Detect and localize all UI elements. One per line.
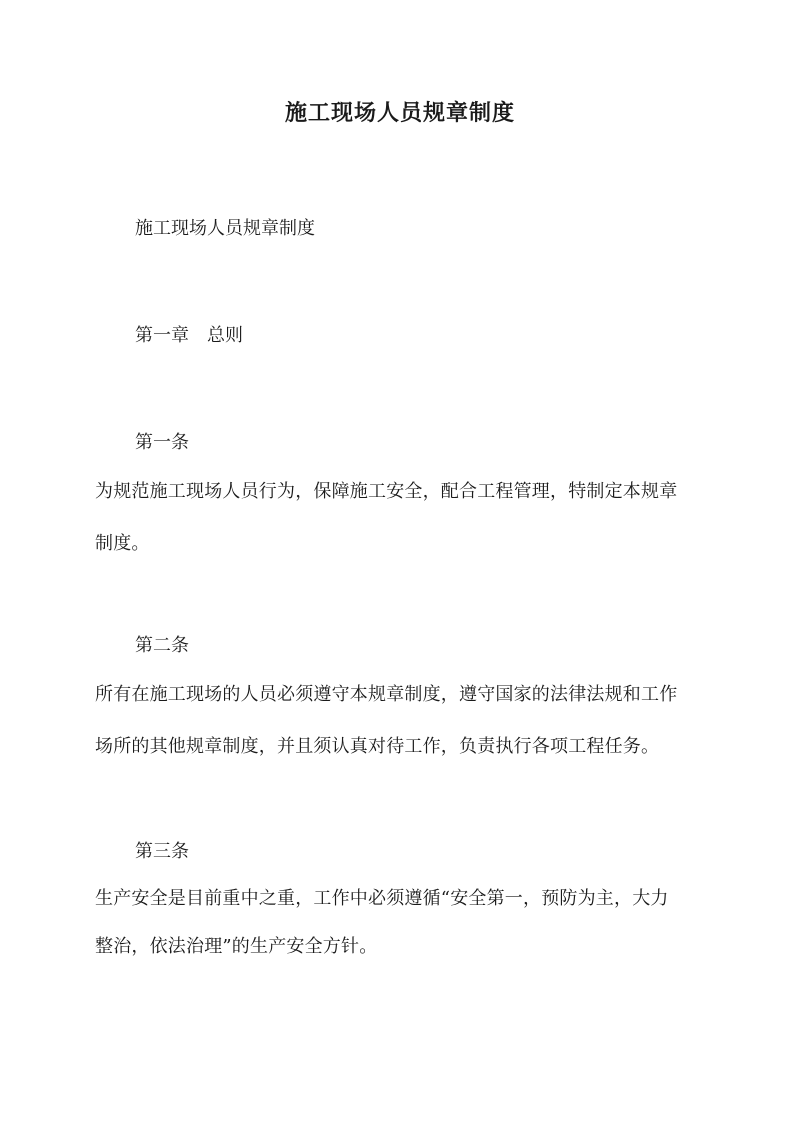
article-3-line-2: 整治，依法治理”的生产安全方针。 <box>95 936 378 957</box>
article-3-heading: 第三条 <box>135 841 189 862</box>
article-3-line-1: 生产安全是目前重中之重，工作中必须遵循“安全第一，预防为主，大力 <box>95 888 669 909</box>
article-1-heading: 第一条 <box>135 432 189 453</box>
chapter-heading: 第一章 总则 <box>135 325 243 346</box>
document-subtitle: 施工现场人员规章制度 <box>135 218 315 239</box>
article-2-heading: 第二条 <box>135 635 189 656</box>
article-2-line-2: 场所的其他规章制度，并且须认真对待工作，负责执行各项工程任务。 <box>95 736 660 757</box>
article-1-line-1: 为规范施工现场人员行为，保障施工安全，配合工程管理，特制定本规章 <box>95 481 678 502</box>
document-title: 施工现场人员规章制度 <box>284 100 515 126</box>
article-1-line-2: 制度。 <box>95 533 150 554</box>
article-2-line-1: 所有在施工现场的人员必须遵守本规章制度，遵守国家的法律法规和工作 <box>95 684 678 705</box>
